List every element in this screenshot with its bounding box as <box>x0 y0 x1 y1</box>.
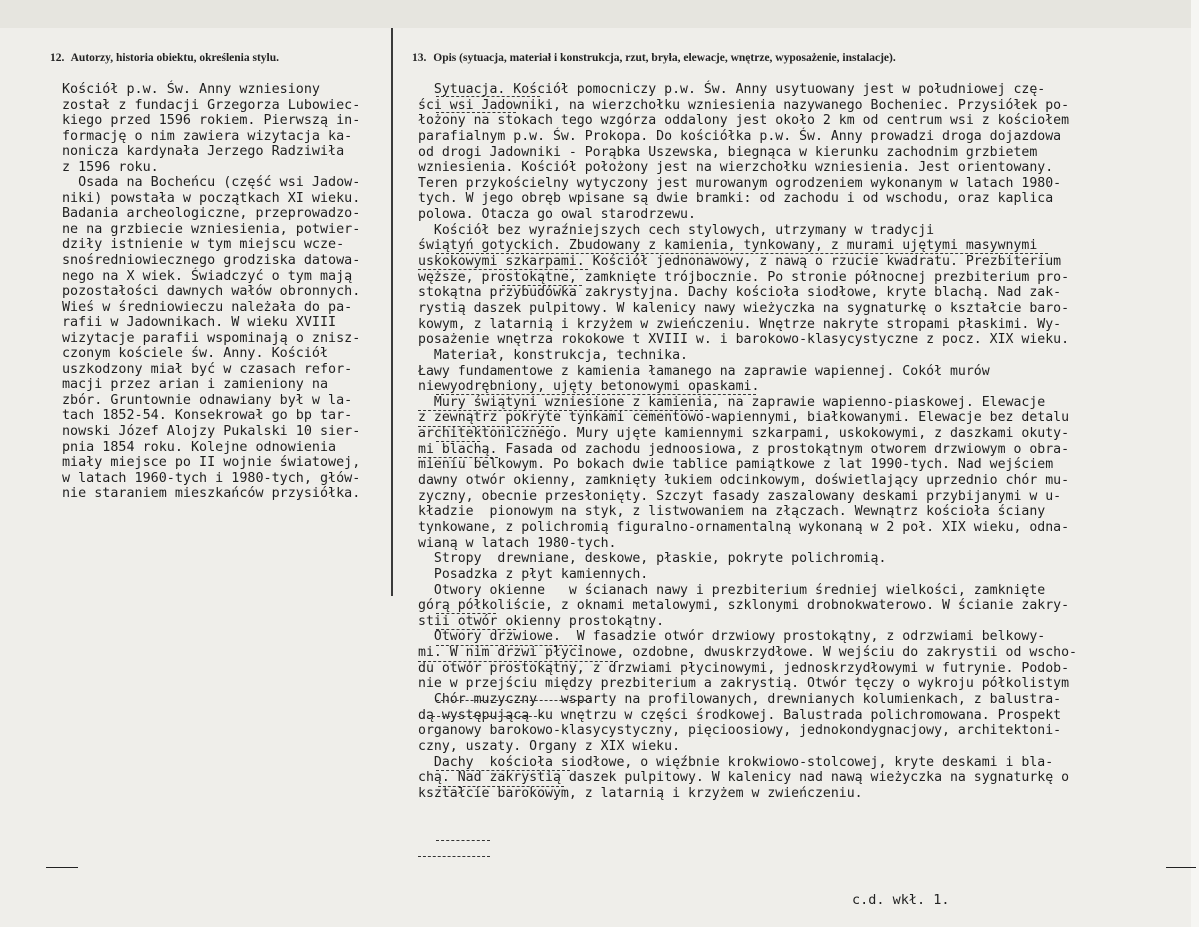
description-text-line: ści wsi Jadowniki, na wierzchołku wzniesienia nazywanego Bocheniec. Przysiółek po- <box>418 97 1070 113</box>
underline-posadzka <box>436 629 516 630</box>
description-text-line: Teren przykościelny wytyczony jest murowanym ogrodzeniem wykonanym w latach 1980- <box>418 175 1062 191</box>
description-text-line: Otwory okienne w ścianach nawy i prezbiterium średniej wielkości, zamknięte <box>418 582 1046 598</box>
description-text-line: wzniesienia. Kościół położony jest na wierzchołku wzniesienia. Jest orientowany. <box>418 160 1054 176</box>
section-13-header <box>412 52 896 64</box>
underline-mury <box>436 441 480 442</box>
description-text-line: dawny otwór okienny, zamknięty łukiem odcinkowym, doświetlający uprzednio chór mu- <box>418 473 1070 489</box>
history-text-line: nowski Józef Alojzy Pukalski 10 sier- <box>62 424 361 440</box>
description-text-line: posażenie wnętrza rokokowe t XVIII w. i barokowo-klasycystyczne z pocz. XIX wieku. <box>418 332 1070 348</box>
history-text-line: formację o nim zawiera wizytacja ka- <box>62 128 353 144</box>
underline-swiatyn-gotyckich <box>418 269 588 270</box>
description-text-line: Otwory drzwiowe. W fasadzie otwór drzwiowy prostokątny, z odrzwiami belkowy- <box>418 629 1046 645</box>
description-text-line: mi. W nim drzwi płycinowe, ozdobne, dwuskrzydłowe. W wejściu do zakrystii od wscho- <box>418 645 1077 661</box>
history-text-line: niki) powstała w początkach XI wieku. <box>62 190 361 206</box>
description-text-line: organowy barokowo-klasycystyczny, pięcioosiowy, jednokondygnacjowy, architektoni- <box>418 723 1062 739</box>
underline-material <box>436 394 756 395</box>
scan-right-edge <box>1191 0 1199 927</box>
description-text-line: uskokowymi szkarpami. Kościół jednonawowy, z nawą o rzucie kwadratu. Prezbiterium <box>418 254 1062 270</box>
section-12-header <box>50 52 279 64</box>
description-text-line: tynkowane, z polichromią figuralno-ornamentalną wykonaną w 2 poł. XIX wieku, odna- <box>418 519 1070 535</box>
history-text-line: miały miejsce po II wojnie światowej, <box>62 455 361 471</box>
description-text-line: mieniu belkowym. Po bokach dwie tablice pamiątkowe z lat 1990-tych. Nad wejściem <box>418 457 1054 473</box>
underline-sytuacja <box>436 96 540 97</box>
description-text-line: łożony na stokach tego wzgórza oddalony jest około 2 km od centrum wsi z kościołem <box>418 113 1070 129</box>
history-text-line: dziły istnienie w tym miejscu wcze- <box>62 237 345 253</box>
section-13-title: Opis <box>433 52 457 64</box>
description-text-line: niewyodrębniony, ujęty betonowymi opaskami. <box>418 379 760 395</box>
section-12-number: 12. <box>50 52 65 64</box>
scan-top-edge <box>0 0 1199 28</box>
underline-z-zewnatrz <box>418 457 498 458</box>
underline-otwory-okienne <box>436 645 582 646</box>
column-divider <box>391 28 393 596</box>
description-text-line: Stropy drewniane, deskowe, płaskie, pokryte polichromią. <box>418 551 887 567</box>
description-text-line: polowa. Otacza go owal starodrzewu. <box>418 207 696 223</box>
history-text-line: ne na grzbiecie wzniesienia, potwier- <box>62 221 361 237</box>
description-text-line: świątyń gotyckich. Zbudowany z kamienia, tynkowany, z murami ujętymi masywnymi <box>418 238 1038 254</box>
description-text-line: Posadzka z płyt kamiennych. <box>418 566 649 582</box>
margin-mark-right <box>1166 867 1196 868</box>
description-text-line: Kościół bez wyraźniejszych cech stylowych, utrzymany w tradycji <box>418 222 935 238</box>
description-text-line: z zewnątrz pokryte tynkami cementowo-wapiennymi, białkowanymi. Elewacje bez detalu <box>418 410 1070 426</box>
history-text-column <box>62 82 382 502</box>
underline-szkarpami <box>502 285 582 286</box>
underline-kosciol-bez-cech <box>436 253 1048 254</box>
underline-w-nim-drzwi <box>432 716 542 717</box>
description-text-line: dą występującą ku wnętrzu w części środkowej. Balustrada polichromowana. Prospekt <box>418 707 1062 723</box>
description-text-line: kładzie pionowym na styk, z listwowaniem na złączach. Wewnątrz kościoła ściany <box>418 504 1046 520</box>
description-text-line: Sytuacja. Kościół pomocniczy p.w. Św. Anny usytuowany jest w południowej czę- <box>418 82 1046 97</box>
description-text-line: Chór muzyczny wsparty na profilowanych, drewnianych kolumienkach, z balustra- <box>418 691 1062 707</box>
description-text-line: mi blachą. Fasada od zachodu jednoosiowa, z prostokątnym otworem drzwiowym o obra- <box>418 441 1070 457</box>
description-text-line: nie w przejściu między prezbiterium a zakrystią. Otwór tęczy o wykroju półkolistym <box>418 676 1070 692</box>
description-text-line: Materiał, konstrukcja, technika. <box>418 347 688 363</box>
section-13-subtitle: (sytuacja, materiał i konstrukcja, rzut, bryła, elewacje, wnętrze, wyposażenie, instalacje). <box>459 52 896 64</box>
underline-wsi-jadowniki <box>436 112 516 113</box>
underline-lawy <box>418 410 703 411</box>
description-text-line: kształcie barokowym, z latarnią i krzyżem w zwieńczeniu. <box>418 785 863 801</box>
underline-niewyodrebniony <box>418 426 554 427</box>
underline-wystepujaca <box>438 786 564 787</box>
history-text-line: tach 1852-54. Konsekrował go bp tar- <box>62 408 353 424</box>
continuation-note: c.d. wkł. 1. <box>852 892 950 908</box>
underline-dachy <box>436 840 490 841</box>
history-text-line: zbór. Gruntownie odnawiany był w la- <box>62 392 353 408</box>
history-text-line: pnia 1854 roku. Kolejne odnowienia <box>62 439 337 455</box>
history-text-line: nonicza kardynała Jerzego Radziwiła <box>62 144 345 160</box>
description-text-line: stokątna przybudówka zakrystyjna. Dachy kościoła siodłowe, kryte blachą. Nad zak- <box>418 285 1062 301</box>
history-text-line: czonym kościele św. Anny. Kościół <box>62 346 329 362</box>
section-12-title: Autorzy, historia obiektu, określenia stylu. <box>70 52 280 64</box>
underline-stropy <box>436 613 496 614</box>
description-text-line: architektonicznego. Mury ujęte kamiennymi szkarpami, uskokowymi, z daszkami okuty- <box>418 426 1070 442</box>
description-text-line: zyczny, obecnie przesłonięty. Szczyt fasady zaszalowany deskami przybijanymi w u- <box>418 488 1062 504</box>
history-text-line: Badania archeologiczne, przeprowadzo- <box>62 206 361 222</box>
section-13-number: 13. <box>412 52 427 64</box>
history-text-line: nie staraniem mieszkańców przysiółka. <box>62 486 361 502</box>
history-text-line: uszkodzony miał być w czasach refor- <box>62 361 353 377</box>
description-text-line: węższe, prostokątne, zamknięte trójbocznie. Po stronie północnej prezbiterium pro- <box>418 269 1070 285</box>
description-text-line: od drogi Jadowniki - Porąbka Uszewska, biegnąca w kierunku zachodnim grzbietem <box>418 144 1038 160</box>
history-text-line: macji przez arian i zamieniony na <box>62 377 329 393</box>
description-text-line: górą półkoliście, z oknami metalowymi, szklonymi drobnokwaterowo. W ścianie zakry- <box>418 598 1070 614</box>
underline-chor-muzyczny <box>436 770 570 771</box>
history-text-line: rafii w Jadownikach. W wieku XVIII <box>62 315 337 331</box>
description-text-line: tych. W jego obręb wpisane są dwie bramki: od zachodu i od wschodu, oraz kaplica <box>418 191 1054 207</box>
history-text-line: snośredniowiecznego grodziska datowa- <box>62 253 361 269</box>
description-text-line: du otwór prostokątny, z drzwiami płycinowymi, jednoskrzydłowymi w futrynie. Podob- <box>418 660 1070 676</box>
description-text-line: rystią daszek pulpitowy. W kalenicy nawy wieżyczka na sygnaturkę o kształcie baro- <box>418 300 1070 316</box>
history-text-line: nego na X wiek. Świadczyć o tym mają <box>62 268 353 284</box>
description-text-line: chą. Nad zakrystią daszek pulpitowy. W kalenicy nad nawą wieżyczka na sygnaturkę o <box>418 770 1070 786</box>
description-text-line: Dachy kościoła siodłowe, o więźbnie krokwiowo-stolcowej, kryte deskami i bla- <box>418 754 1054 770</box>
margin-mark-left <box>46 867 78 868</box>
history-text-line: Kościół p.w. Św. Anny wzniesiony <box>62 82 320 97</box>
description-text-column <box>418 82 1138 801</box>
underline-otwory-drzwiowe <box>436 700 592 701</box>
underline-cha <box>418 856 490 857</box>
history-text-line: w latach 1960-tych i 1980-tych, głów- <box>62 470 361 486</box>
history-text-line: wizytacje parafii wspominają o znisz- <box>62 330 361 346</box>
history-text-line: pozostałości dawnych wałów obronnych. <box>62 284 361 300</box>
history-text-line: z 1596 roku. <box>62 159 159 175</box>
history-text-line: został z fundacji Grzegorza Lubowiec- <box>62 97 361 113</box>
description-text-line: wianą w latach 1980-tych. <box>418 535 617 551</box>
history-text-line: kiego przed 1596 rokiem. Pierwszą in- <box>62 113 361 129</box>
description-text-line: czny, uszaty. Organy z XIX wieku. <box>418 738 681 754</box>
history-text-line: Osada na Bocheńcu (część wsi Jadow- <box>62 175 361 191</box>
description-text-line: Mury świątyni wzniesione z kamienia, na zaprawie wapienno-piaskowej. Elewacje <box>418 394 1046 410</box>
history-text-line: Wieś w średniowieczu należała do pa- <box>62 299 353 315</box>
description-text-line: parafialnym p.w. Św. Prokopa. Do kościółka p.w. Św. Anny prowadzi droga dojazdowa <box>418 128 1062 144</box>
description-text-line: stii otwór okienny prostokątny. <box>418 613 665 629</box>
description-text-line: kowym, z latarnią i krzyżem w zwieńczeniu. Wnętrze nakryte stropami płaskimi. Wy- <box>418 316 1062 332</box>
underline-gora-polkoliscie <box>418 661 618 662</box>
description-text-line: Ławy fundamentowe z kamienia łamanego na zaprawie wapiennej. Cokół murów <box>418 363 990 379</box>
